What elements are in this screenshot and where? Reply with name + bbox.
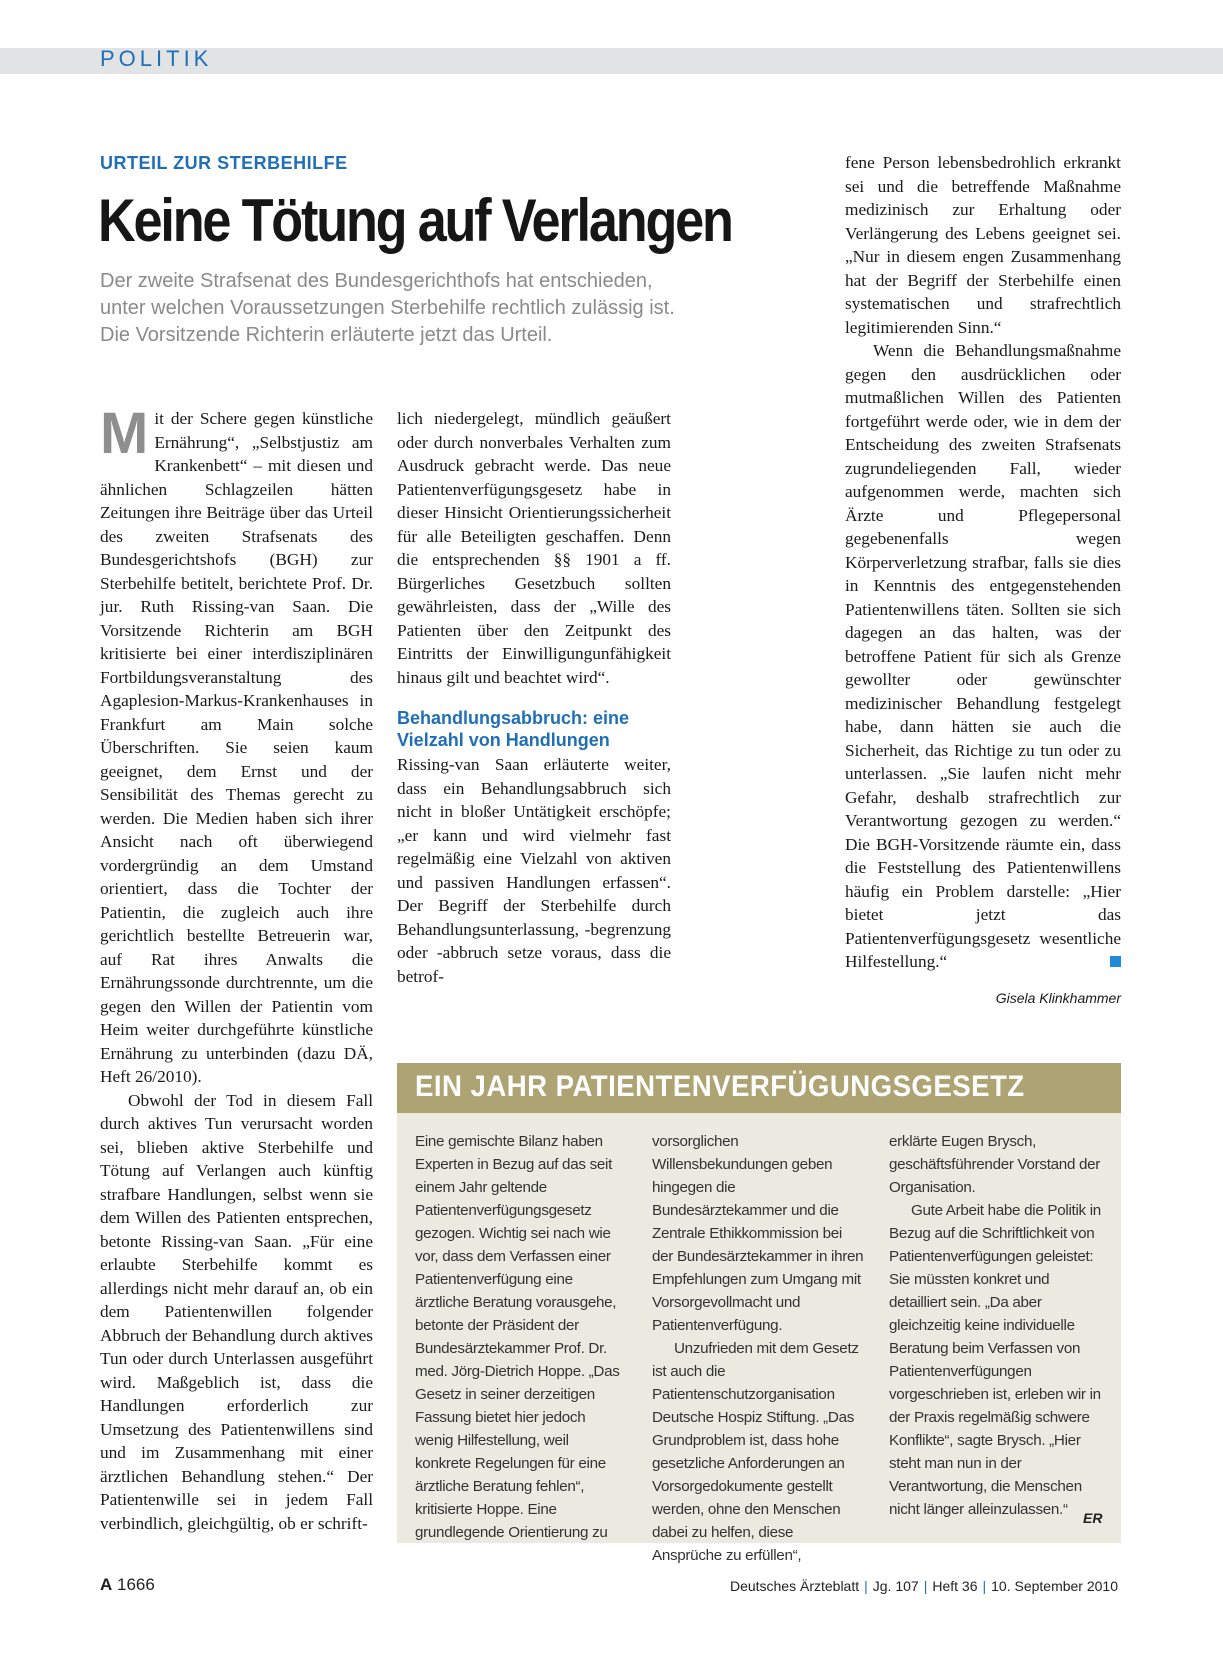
- article-kicker: URTEIL ZUR STERBEHILFE: [100, 153, 348, 173]
- info-box-title: EIN JAHR PATIENTENVERFÜGUNGSGESETZ: [415, 1070, 1025, 1103]
- article-byline: Gisela Klinkhammer: [995, 990, 1121, 1006]
- section-rubric: POLITIK: [100, 46, 213, 71]
- article-paragraph: [845, 339, 1121, 974]
- article-subheading: Behandlungsabbruch: eine Vielzahl von Handlungen: [397, 708, 630, 750]
- page-number-value: 1666: [117, 1575, 155, 1594]
- page-number: [100, 1575, 155, 1595]
- info-box-paragraph: Gute Arbeit habe die Politik in Bezug auf die Schriftlichkeit von Patientenverfügungen geleistet: Sie müssten konkret und detailliert sein. „Da aber gleichzeitig keine individuelle Beratung beim Verfassen von Patientenverfügungen vorgeschrieben ist, erleben wir in der Praxis regelmäßig schwere Konflikte“, sagte Brysch. „Hier steht man nun in der Verantwortung, die Menschen nicht länger alleinzulassen.“: [889, 1202, 1101, 1518]
- info-box-header: [397, 1063, 1121, 1113]
- info-box-column-3: [889, 1130, 1101, 1521]
- journal-volume: Jg. 107: [872, 1578, 919, 1594]
- article-column-3: [845, 151, 1121, 974]
- paragraph-text: Wenn die Behandlungsmaßnahme gegen den ausdrücklichen oder mutmaßlichen Willen des Patienten fortgeführt werde oder, wie in dem der Entscheidung des zweiten Strafsenats zugrundeliegenden Fall, wieder aufgenommen werde, machten sich Ärzte und Pflegepersonal gegebenenfalls wegen Körperverletzung strafbar, falls sie dies in Kenntnis des entgegenstehenden Patientenwillens täten. Sollten sie sich dagegen an das halten, was der betroffene Patient für sich als Grenze gewollter oder gewünschter medizinischer Behandlung festgelegt habe, dann hätten sie auch die Sicherheit, das Richtige zu tun oder zu unterlassen. „Sie laufen nicht mehr Gefahr, deshalb strafrechtlich zur Verantwortung gezogen zu werden.“ Die BGH-Vorsitzende räumte ein, dass die Feststellung des Patientenwillens häufig ein Problem darstelle: „Hier bietet jetzt das Patientenverfügungsgesetz wesentliche Hilfestellung.“: [845, 341, 1121, 971]
- article-paragraph: fene Person lebensbedrohlich erkrankt sei und die betreffende Maßnahme medizinisch zur Erhaltung oder Verlängerung des Lebens geeignet sei. „Nur in diesem engen Zusammenhang hat der Begriff der Sterbehilfe einen systematischen und strafrechtlich legitimierenden Sinn.“: [845, 153, 1121, 337]
- article-lead: [100, 268, 790, 349]
- info-box-paragraph: vorsorglichen Willensbekundungen geben hingegen die Bundesärztekammer und die Zentrale Ethikkommission bei der Bundesärztekammer in ihren Empfehlungen zum Umgang mit Vorsorgevollmacht und Patientenverfügung.: [652, 1133, 864, 1334]
- info-box-column-1: [415, 1130, 627, 1544]
- article-headline: Keine Tötung auf Verlangen: [98, 187, 732, 254]
- page-prefix: A: [100, 1575, 113, 1594]
- lead-line: Der zweite Strafsenat des Bundesgerichthofs hat entschieden,: [100, 270, 653, 292]
- footer-separator: |: [864, 1578, 868, 1594]
- article-paragraph: Obwohl der Tod in diesem Fall durch aktives Tun verursacht worden sei, blieben aktive Sterbehilfe und Tötung auf Verlangen auch künftig strafbare Handlungen, selbst wenn sie dem Willen des Patienten entsprechen, betonte Rissing-van Saan. „Für eine erlaubte Sterbehilfe kommt es allerdings nicht mehr darauf an, ob ein dem Patientenwillen folgender Abbruch der Behandlung durch aktives Tun oder durch Unterlassen ausgeführt wird. Maßgeblich ist, dass die Handlungen erforderlich zur Umsetzung des Patientenwillens sind und im Zusammenhang mit einer ärztlichen Behandlung stehen.“ Der Patientenwille sei in jedem Fall verbindlich, gleichgültig, ob er schrift-: [100, 1090, 373, 1533]
- info-box-paragraph: erklärte Eugen Brysch, geschäftsführender Vorstand der Organisation.: [889, 1133, 1101, 1196]
- info-box-signature: ER: [1083, 1510, 1103, 1526]
- paragraph-text: it der Schere gegen künstliche Ernährung“, „Selbstjustiz am Krankenbett“ – mit diesen und ähnlichen Schlagzeilen hätten Zeitungen ihre Beiträge über das Urteil des zweiten Strafsenats des Bundesgerichtshofs (BGH) zur Sterbehilfe betitelt, berichtete Prof. Dr. jur. Ruth Rissing-van Saan. Die Vorsitzende Richterin am BGH kritisierte bei einer interdisziplinären Fortbildungsveranstaltung des Agaplesion-Markus-Krankenhauses in Frankfurt am Main solche Überschriften. Sie seien kaum geeignet, dem Ernst und der Sensibilität des Themas gerecht zu werden. Die Medien haben sich ihrer Ansicht nach oft überwiegend vordergründig an dem Umstand orientiert, dass die Tochter der Patientin, die zugleich auch ihre gerichtlich bestellte Betreuerin war, auf Rat ihres Anwalts die Ernährungssonde durchtrennte, um die gegen den Willen der Patientin vom Heim weiter durchgeführte künstliche Ernährung zu unterbinden (dazu DÄ, Heft 26/2010).: [100, 409, 373, 1086]
- info-box-paragraph: Unzufrieden mit dem Gesetz ist auch die Patientenschutzorganisation Deutsche Hospiz Stiftung. „Das Grundproblem ist, dass hohe gesetzliche Anforderungen an Vorsorgedokumente gestellt werden, ohne den Menschen dabei zu helfen, diese Ansprüche zu erfüllen“,: [652, 1340, 859, 1564]
- end-mark-icon: [1110, 956, 1121, 967]
- lead-line: unter welchen Voraussetzungen Sterbehilfe rechtlich zulässig ist.: [100, 297, 675, 319]
- article-paragraph: lich niedergelegt, mündlich geäußert oder durch nonverbales Verhalten zum Ausdruck gebracht werde. Das neue Patientenverfügungsgesetz habe in dieser Hinsicht Orientierungssicherheit für alle Beteiligten geschaffen. Denn die entsprechenden §§ 1901 a ff. Bürgerliches Gesetzbuch sollten gewährleisten, dass der „Wille des Patienten über den Zeitpunkt des Eintritts der Einwilligungunfähigkeit hinaus gilt und beachtet wird“.: [397, 409, 671, 687]
- footer-separator: |: [982, 1578, 987, 1594]
- drop-cap: M: [100, 401, 149, 466]
- lead-line: Die Vorsitzende Richterin erläuterte jetzt das Urteil.: [100, 324, 553, 346]
- journal-issue: Heft 36: [932, 1578, 978, 1594]
- journal-date: 10. September 2010: [991, 1578, 1118, 1594]
- article-paragraph: Rissing-van Saan erläuterte weiter, dass ein Behandlungsabbruch sich nicht in bloßer Untätigkeit erschöpfe; „er kann und wird vielmehr fast regelmäßig eine Vielzahl von aktiven und passiven Handlungen erfassen“. Der Begriff der Sterbehilfe durch Behandlungsunterlassung, -begrenzung oder -abbruch setze voraus, dass die betrof-: [397, 755, 671, 986]
- article-paragraph: [100, 401, 373, 1089]
- info-box-column-2: [652, 1130, 864, 1567]
- article-column-1: [100, 401, 373, 1535]
- journal-footer: [730, 1578, 1118, 1594]
- journal-name: Deutsches Ärzteblatt: [729, 1578, 860, 1594]
- article-column-2: [397, 407, 671, 988]
- footer-separator: |: [923, 1578, 928, 1594]
- info-box-paragraph: Eine gemischte Bilanz haben Experten in Bezug auf das seit einem Jahr geltende Patientenverfügungsgesetz gezogen. Wichtig sei nach wie vor, dass dem Verfassen einer Patientenverfügung eine ärztliche Beratung vorausgehe, betonte der Präsident der Bundesärztekammer Prof. Dr. med. Jörg-Dietrich Hoppe. „Das Gesetz in seiner derzeitigen Fassung bietet hier jedoch wenig Hilfestellung, weil konkrete Regelungen für eine ärztliche Beratung fehlen“, kritisierte Hoppe. Eine grundlegende Orientierung zu: [415, 1133, 620, 1541]
